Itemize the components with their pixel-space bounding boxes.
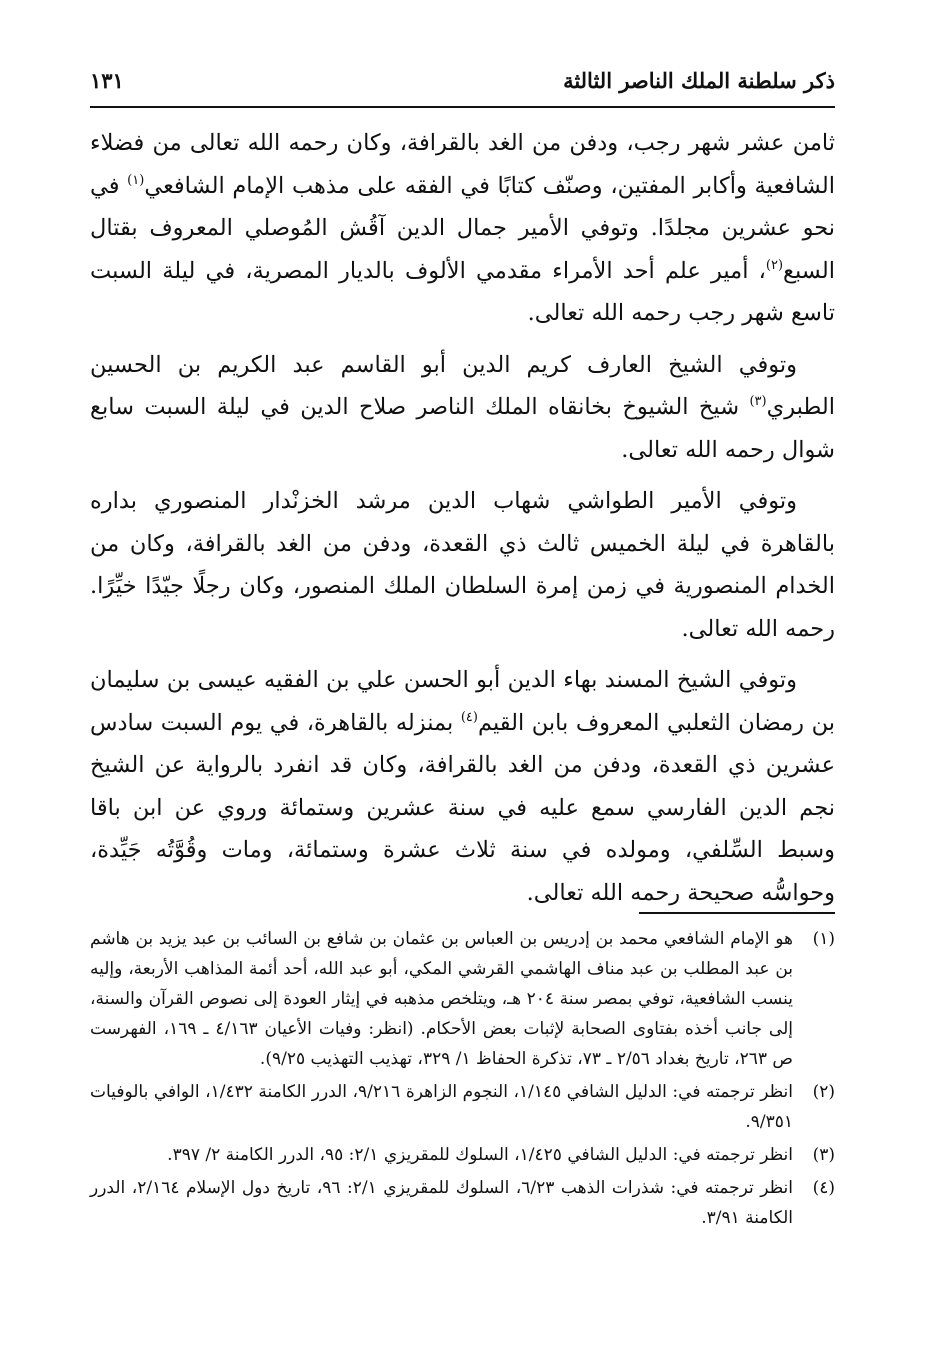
text-segment: ثامن عشر شهر رجب، ودفن من الغد بالقرافة، وكان رحمه الله تعالى من فضلاء الشافعية وأكابر المفتين، وصنّف كتابًا في الفقه على مذهب الإمام الشافعي xyxy=(90,130,835,199)
page-number: ١٣١ xyxy=(90,68,124,93)
text-segment: وتوفي الشيخ المسند بهاء الدين أبو الحسن علي بن الفقيه عيسى بن سليمان بن رمضان الثعلبي المعروف بابن القيم xyxy=(90,667,835,736)
paragraph-3 xyxy=(90,480,835,650)
text-segment: في نحو عشرين مجلدًا. وتوفي الأمير جمال الدين آقُش المُوصلي المعروف بقتال السبع xyxy=(90,172,835,284)
footnote-1 xyxy=(90,924,835,1074)
paragraph-2 xyxy=(90,344,835,472)
footnote-number: (٢) xyxy=(812,1082,835,1102)
footnote-number: (١) xyxy=(812,929,835,949)
footnote-4 xyxy=(90,1173,835,1233)
paragraph-1 xyxy=(90,122,835,335)
footnote-number: (٣) xyxy=(812,1145,835,1165)
footnote-ref-3: (٣) xyxy=(749,394,767,409)
text-segment: وتوفي الشيخ العارف كريم الدين أبو القاسم عبد الكريم بن الحسين الطبري xyxy=(90,351,835,420)
text-segment: بمنزله بالقاهرة، في يوم السبت سادس عشرين ذي القعدة، ودفن من الغد بالقرافة، وكان قد انفرد بالرواية عن الشيخ نجم الدين الفارسي سمع عليه في سنة عشرين وستمائة وروي عن ابن باقا وسبط السِّلفي، ومولده في سنة ثلاث عشرة وستمائة، ومات وقُوَّتُه جَيِّدة، وحواسُّه صحيحة رحمه الله تعالى. xyxy=(90,709,835,906)
footnote-2 xyxy=(90,1077,835,1137)
footnote-text: انظر ترجمته في: شذرات الذهب ٦/٢٣، السلوك للمقريزي ٢/١: ٩٦، تاريخ دول الإسلام ٢/١٦٤، الدرر الكامنة ٣/٩١. xyxy=(90,1178,793,1228)
footnote-ref-4: (٤) xyxy=(460,709,478,725)
page-header xyxy=(90,62,835,108)
main-text xyxy=(90,122,835,923)
footnote-text: هو الإمام الشافعي محمد بن إدريس بن العباس بن عثمان بن شافع بن السائب بن عبد يزيد بن هاشم بن عبد المطلب بن عبد مناف الهاشمي القرشي المكي، أبو عبد الله، أحد أئمة المذاهب الأربعة، وإليه ينسب الشافعية، توفي بمصر سنة ٢٠٤ هـ، ويتلخص مذهبه في إيثار العودة إلى نصوص القرآن والسنة، إلى جانب أخذه بفتاوى الصحابة لإثبات بعض الأحكام. (انظر: وفيات الأعيان ٤/١٦٣ ـ ١٦٩، الفهرست ص ٢٦٣، تاريخ بغداد ٢/٥٦ ـ ٧٣، تذكرة الحفاظ ١/ ٣٢٩، تهذيب التهذيب ٩/٢٥). xyxy=(90,929,793,1069)
footnote-number: (٤) xyxy=(812,1178,835,1198)
footnote-ref-2: (٢) xyxy=(765,257,784,273)
running-title: ذكر سلطنة الملك الناصر الثالثة xyxy=(563,68,835,93)
footnote-ref-1: (١) xyxy=(127,172,145,188)
footnote-text: انظر ترجمته في: الدليل الشافي ١/١٤٥، النجوم الزاهرة ٩/٢١٦، الدرر الكامنة ١/٤٣٢، الوافي بالوفيات ٩/٣٥١. xyxy=(90,1082,793,1132)
footnote-text: انظر ترجمته في: الدليل الشافي ١/٤٢٥، السلوك للمقريزي ٢/١: ٩٥، الدرر الكامنة ٢/ ٣٩٧. xyxy=(167,1145,793,1165)
text-segment: شيخ الشيوخ بخانقاه الملك الناصر صلاح الدين في ليلة السبت سابع شوال رحمه الله تعالى. xyxy=(90,394,835,463)
paragraph-4 xyxy=(90,659,835,914)
footnote-3 xyxy=(90,1140,835,1170)
text-segment: وتوفي الأمير الطواشي شهاب الدين مرشد الخزنْدار المنصوري بداره بالقاهرة في ليلة الخميس ثالث ذي القعدة، ودفن من الغد بالقرافة، وكان من الخدام المنصورية في زمن إمرة السلطان الملك المنصور، وكان رجلًا جيّدًا خيِّرًا. رحمه الله تعالى. xyxy=(90,488,835,642)
text-segment: ، أمير علم أحد الأمراء مقدمي الألوف بالديار المصرية، في ليلة السبت تاسع شهر رجب رحمه الله تعالى. xyxy=(90,257,835,326)
footnote-separator xyxy=(639,912,835,914)
footnotes xyxy=(90,924,835,1236)
